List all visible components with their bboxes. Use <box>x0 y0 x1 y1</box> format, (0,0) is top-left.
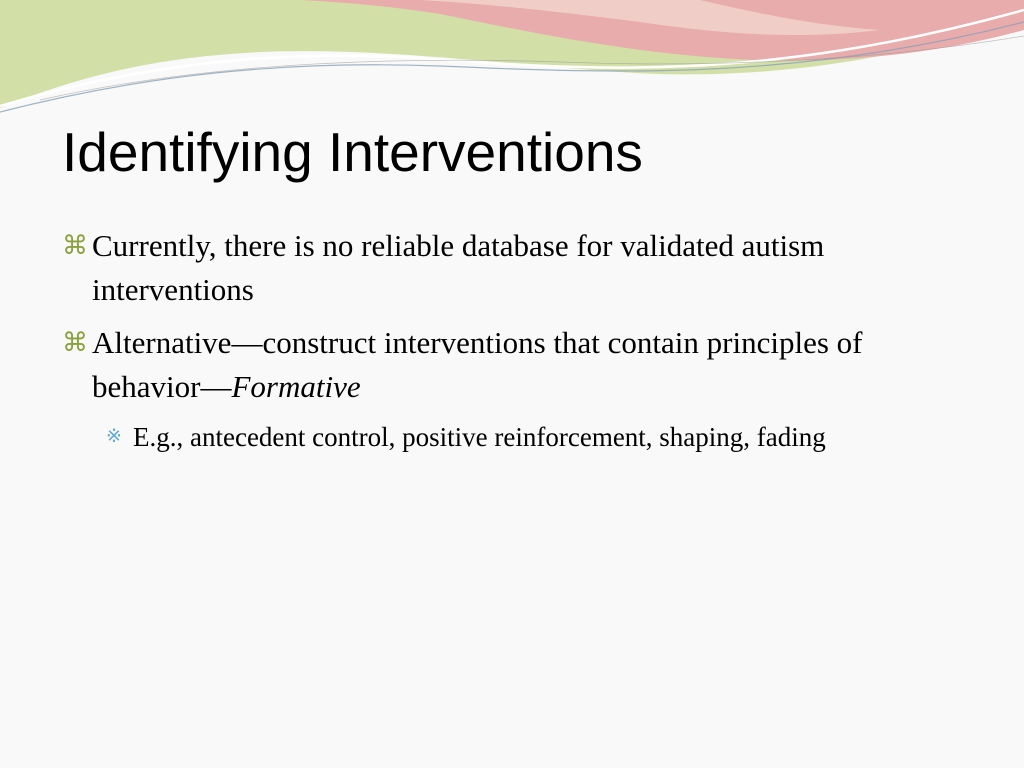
bullet-item <box>62 321 962 409</box>
command-key-icon: ⌘ <box>62 231 88 261</box>
bullet-text: Alternative—construct interventions that contain principles of behavior— <box>92 325 863 404</box>
reference-mark-icon: ※ <box>106 425 122 447</box>
command-key-icon: ⌘ <box>62 328 88 358</box>
bullet-text: Currently, there is no reliable database for validated autism interventions <box>92 228 825 307</box>
header-wave-decoration <box>0 0 1024 130</box>
slide-title: Identifying Interventions <box>62 121 643 183</box>
bullet-item <box>62 224 962 312</box>
sub-bullet-item <box>106 418 962 457</box>
sub-bullet-text: E.g., antecedent control, positive reinforcement, shaping, fading <box>133 422 826 452</box>
bullet-emphasis-text: Formative <box>231 369 361 404</box>
slide-content <box>62 224 962 466</box>
